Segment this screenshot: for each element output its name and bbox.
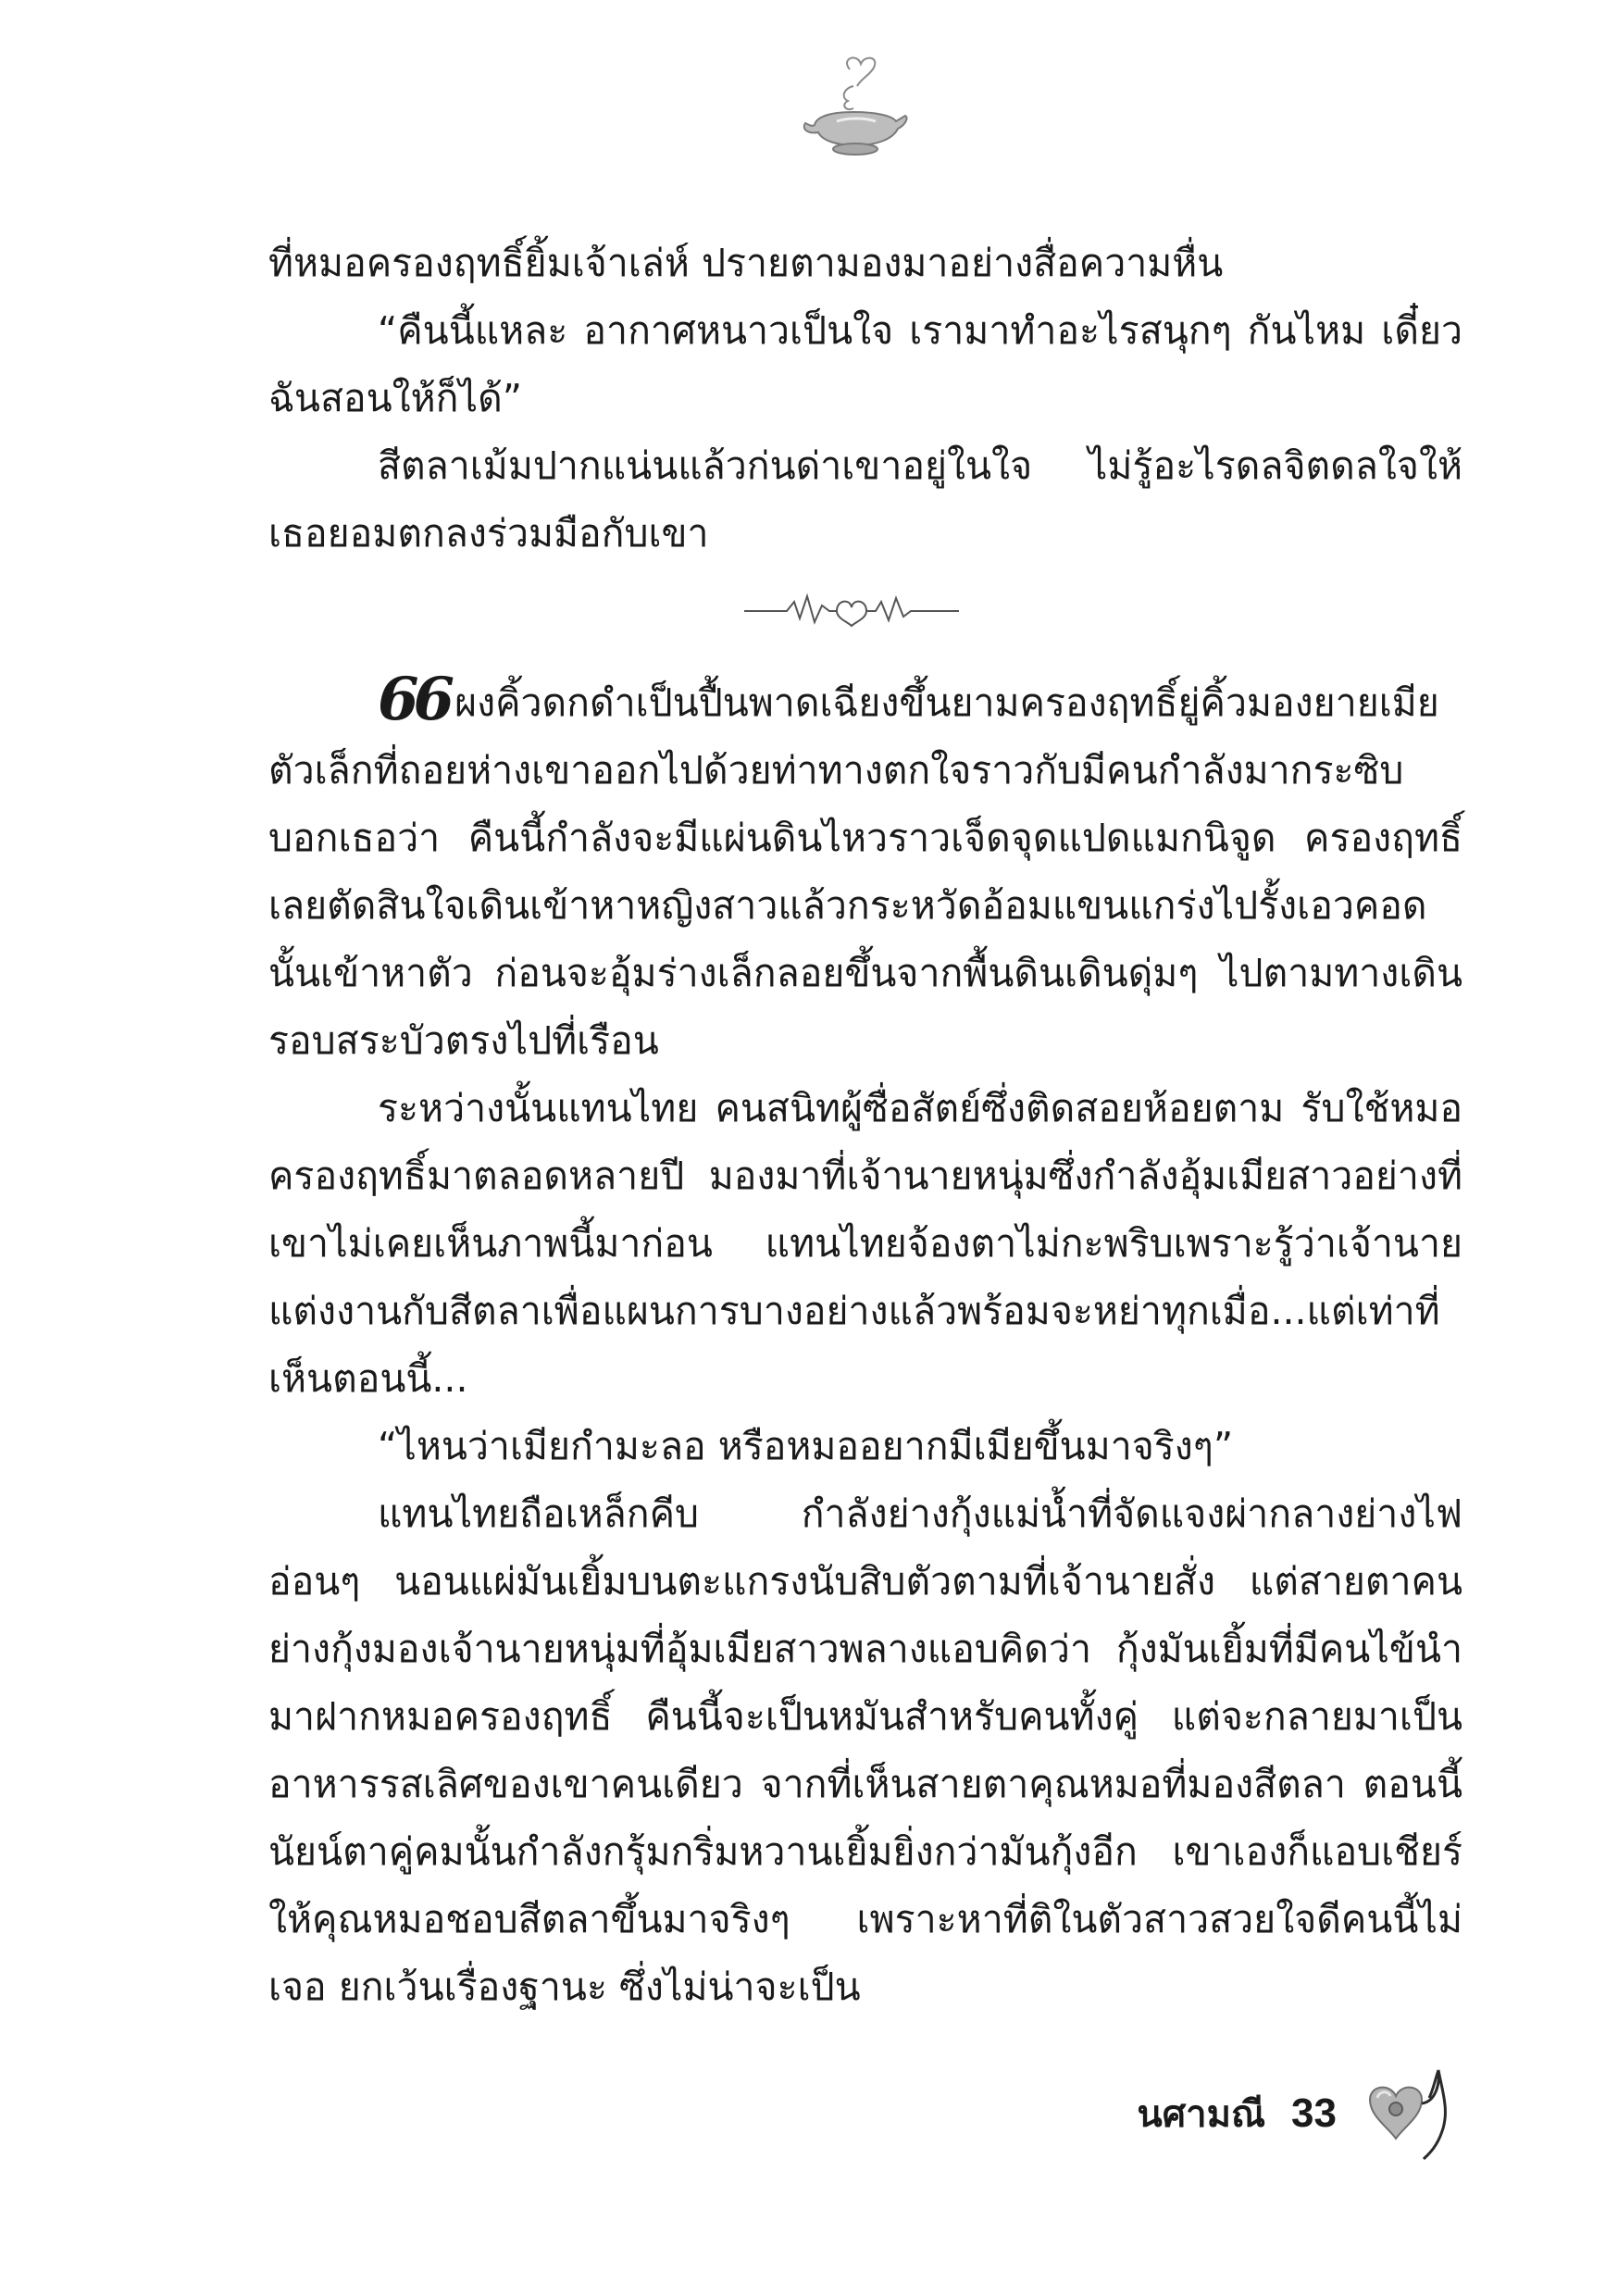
text-section-2 xyxy=(268,665,1462,2021)
genie-lamp-icon xyxy=(796,51,916,162)
page-number: 33 xyxy=(1291,2090,1337,2136)
paragraph: “คืนนี้แหละ อากาศหนาวเป็นใจ เรามาทำอะไรสนุกๆ กันไหม เดี๋ยวฉันสอนให้ก็ได้” xyxy=(268,308,1462,420)
heartbeat-heart-divider-icon xyxy=(741,585,963,631)
paragraph: “ไหนว่าเมียกำมะลอ หรือหมออยากมีเมียขึ้นมาจริงๆ” xyxy=(378,1424,1234,1468)
opening-quote-mark: 66 xyxy=(378,665,450,734)
book-title: นศามณี xyxy=(1137,2093,1266,2136)
paragraph-text: ผงคิ้วดกดำเป็นปื้นพาดเฉียงขึ้นยามครองฤทธิ์ยู่คิ้วมองยายเมียตัวเล็กที่ถอยห่างเขาออกไปด้วยท่าทางตกใจราวกับมีคนกำลังมากระซิบบอกเธอว่า คืนนี้กำลังจะมีแผ่นดินไหวราวเจ็ดจุดแปดแมกนิจูด ครองฤทธิ์เลยตัดสินใจเดินเข้าหาหญิงสาวแล้วกระหวัดอ้อมแขนแกร่งไปรั้งเอวคอดนั้นเข้าหาตัว ก่อนจะอุ้มร่างเล็กลอยขึ้นจากพื้นดินเดินดุ่มๆ ไปตามทางเดินรอบสระบัวตรงไปที่เรือน xyxy=(268,680,1462,1063)
heart-stethoscope-icon xyxy=(1350,2063,1461,2165)
paragraph: แทนไทยถือเหล็กคีบ กำลังย่างกุ้งแม่น้ำที่จัดแจงผ่ากลางย่างไฟอ่อนๆ นอนแผ่มันเยิ้มบนตะแกรงนับสิบตัวตามที่เจ้านายสั่ง แต่สายตาคนย่างกุ้งมองเจ้านายหนุ่มที่อุ้มเมียสาวพลางแอบคิดว่า กุ้งมันเยิ้มที่มีคนไข้นำมาฝากหมอครองฤทธิ์ คืนนี้จะเป็นหมันสำหรับคนทั้งคู่ แต่จะกลายมาเป็นอาหารรสเลิศของเขาคนเดียว จากที่เห็นสายตาคุณหมอที่มองสีตลา ตอนนี้ นัยน์ตาคู่คมนั้นกำลังกรุ้มกริ่มหวานเยิ้มยิ่งกว่ามันกุ้งอีก เขาเองก็แอบเชียร์ให้คุณหมอชอบสีตลาขึ้นมาจริงๆ เพราะหาที่ติในตัวสาวสวยใจดีคนนี้ไม่เจอ ยกเว้นเรื่องฐานะ ซึ่งไม่น่าจะเป็น xyxy=(268,1491,1462,2009)
page-footer xyxy=(1137,2063,1461,2165)
paragraph: สีตลาเม้มปากแน่นแล้วก่นด่าเขาอยู่ในใจ ไม่รู้อะไรดลจิตดลใจให้เธอยอมตกลงร่วมมือกับเขา xyxy=(268,443,1462,555)
paragraph: ที่หมอครองฤทธิ์ยิ้มเจ้าเล่ห์ ปรายตามองมาอย่างสื่อความหื่น xyxy=(268,241,1224,285)
paragraph xyxy=(268,665,1462,1075)
paragraph: ระหว่างนั้นแทนไทย คนสนิทผู้ซื่อสัตย์ซึ่งติดสอยห้อยตาม รับใช้หมอครองฤทธิ์มาตลอดหลายปี มองมาที่เจ้านายหนุ่มซึ่งกำลังอุ้มเมียสาวอย่างที่เขาไม่เคยเห็นภาพนี้มาก่อน แทนไทยจ้องตาไม่กะพริบเพราะรู้ว่าเจ้านายแต่งงานกับสีตลาเพื่อแผนการบางอย่างแล้วพร้อมจะหย่าทุกเมื่อ...แต่เท่าที่เห็นตอนนี้... xyxy=(268,1086,1462,1401)
text-section-1 xyxy=(268,230,1462,568)
